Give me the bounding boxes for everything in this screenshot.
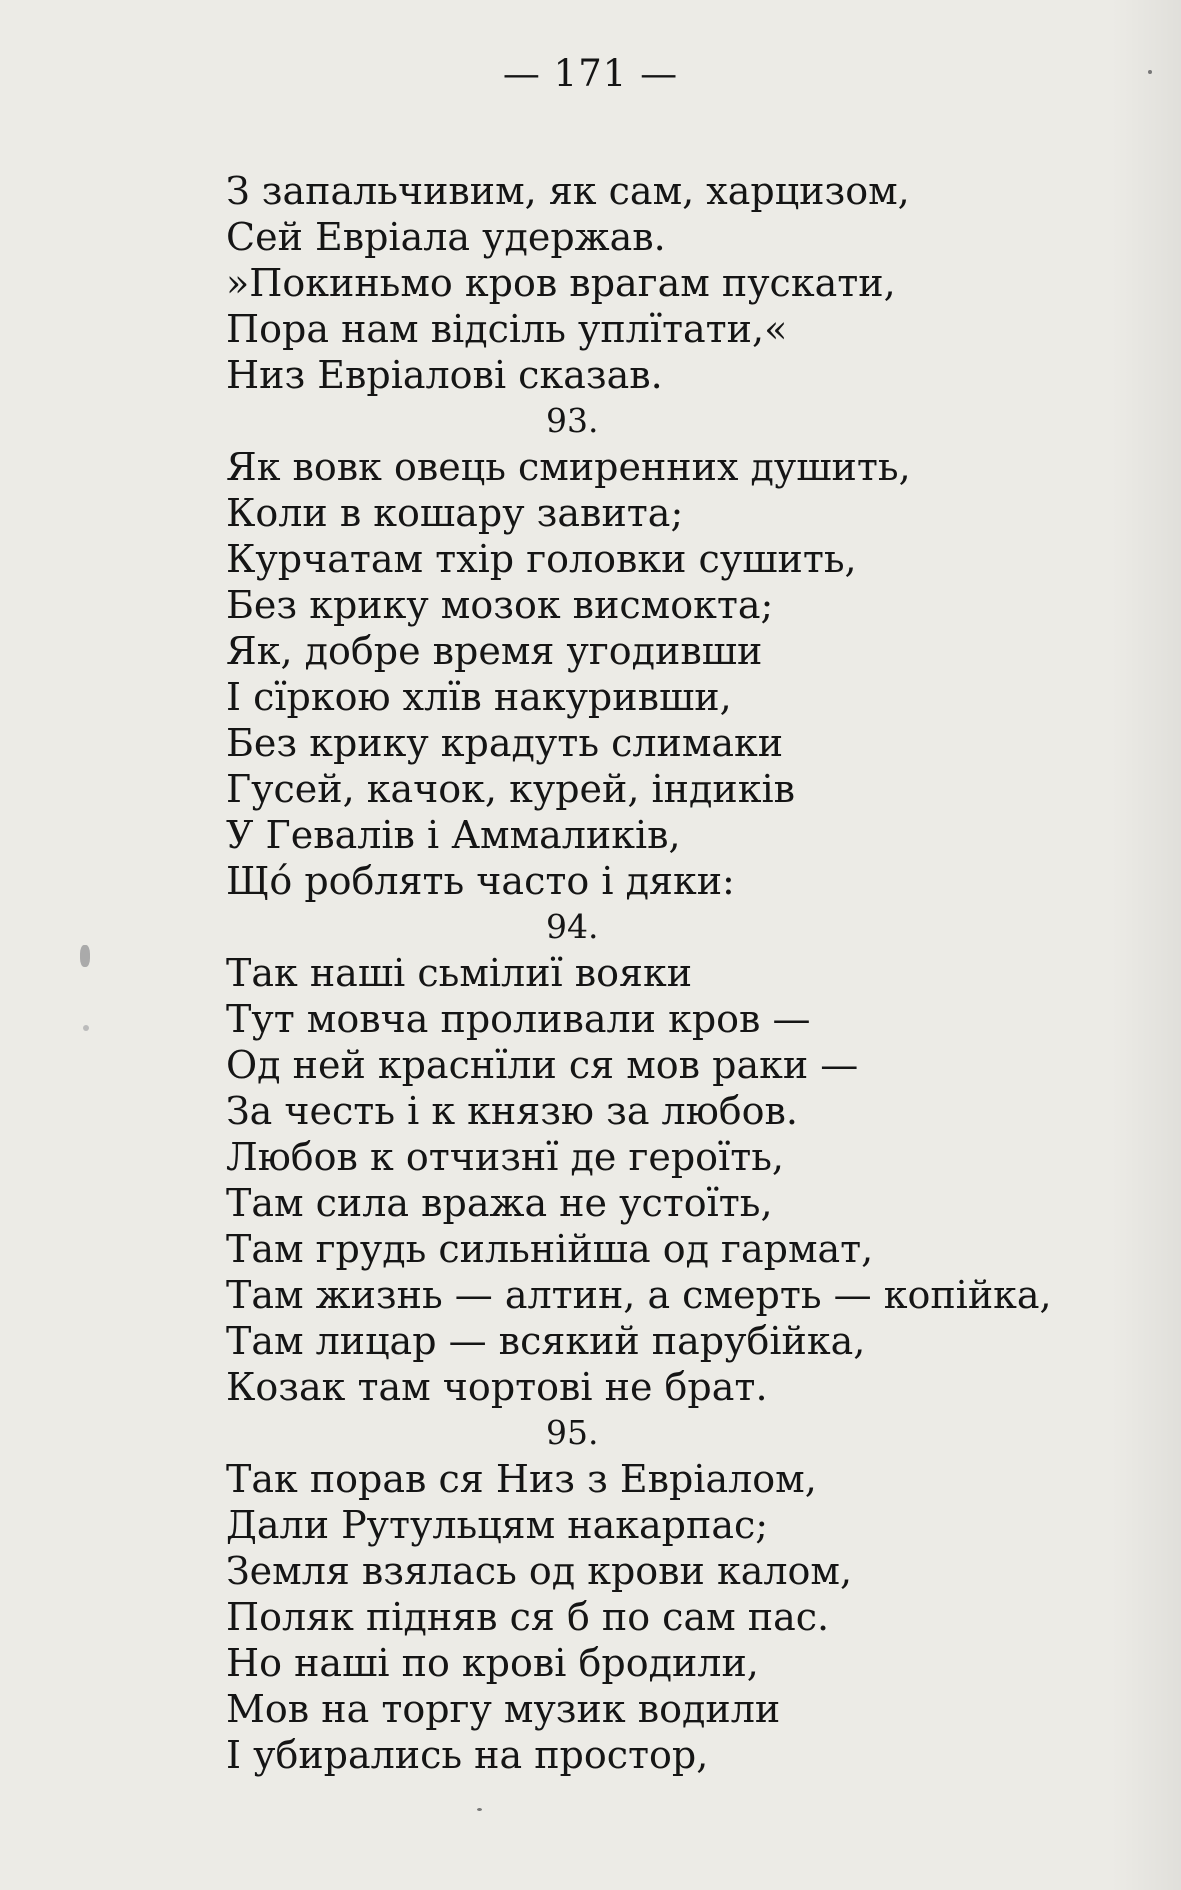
stanza-number: 95. (546, 1413, 599, 1452)
poem-line: Як, добре время угодивши (226, 629, 763, 673)
poem-line: Коли в кошару завита; (226, 491, 684, 535)
poem-line: »Покиньмо кров врагам пускати, (226, 261, 896, 305)
poem-line: Гусей, качок, курей, індиків (226, 767, 795, 811)
poem-line: Мов на торгу музик водили (226, 1687, 781, 1731)
poem-line: За честь і к князю за любов. (226, 1089, 799, 1133)
paper-speck (80, 945, 90, 967)
poem-line: Тут мовча проливали кров — (226, 997, 811, 1041)
poem-line: Низ Евріалові сказав. (226, 353, 663, 397)
poem-line: Там грудь сильнійша од гармат, (226, 1227, 874, 1271)
poem-line: Там жизнь — алтин, а смерть — копійка, (226, 1273, 1052, 1317)
page-number: — 171 — (502, 52, 679, 95)
poem-line: Од ней краснїли ся мов раки — (226, 1043, 859, 1087)
stanza-number: 93. (546, 401, 599, 440)
poem-line: Поляк підняв ся б по сам пас. (226, 1595, 830, 1639)
paper-speck (1148, 70, 1152, 74)
poem-line: Сей Евріала удержав. (226, 215, 666, 259)
poem-line: Як вовк овець смиренних душить, (226, 445, 911, 489)
poem-line: Без крику крадуть слимаки (226, 721, 784, 765)
poem-line: Но наші по крові бродили, (226, 1641, 759, 1685)
poem-line: Щó роблять часто і дяки: (226, 859, 735, 903)
poem-line: І сїркою хлїв накуривши, (226, 675, 732, 719)
poem-line: З запальчивим, як сам, харцизом, (226, 169, 910, 213)
poem-line: Так порав ся Низ з Евріалом, (226, 1457, 817, 1501)
poem-line: Козак там чортові не брат. (226, 1365, 768, 1409)
paper-speck (477, 1808, 482, 1811)
poem-line: І убирались на простор, (226, 1733, 709, 1777)
poem-line: Земля взялась од крови калом, (226, 1549, 853, 1593)
poem-line: Без крику мозок висмокта; (226, 583, 774, 627)
poem-line: Там сила вража не устоїть, (226, 1181, 773, 1225)
poem-line: Курчатам тхір головки сушить, (226, 537, 857, 581)
poem-line: Там лицар — всякий парубійка, (226, 1319, 866, 1363)
poem-line: Так наші сьмілиї вояки (226, 951, 693, 995)
poem-line: У Гевалів і Аммаликів, (226, 813, 681, 857)
poem-line: Любов к отчизнї де героїть, (226, 1135, 784, 1179)
poem-line: Дали Рутульцям накарпас; (226, 1503, 769, 1547)
poem-line: Пора нам відсіль уплїтати,« (226, 307, 788, 351)
stanza-number: 94. (546, 907, 599, 946)
poem-text (226, 168, 1126, 1778)
paper-speck (83, 1025, 89, 1031)
